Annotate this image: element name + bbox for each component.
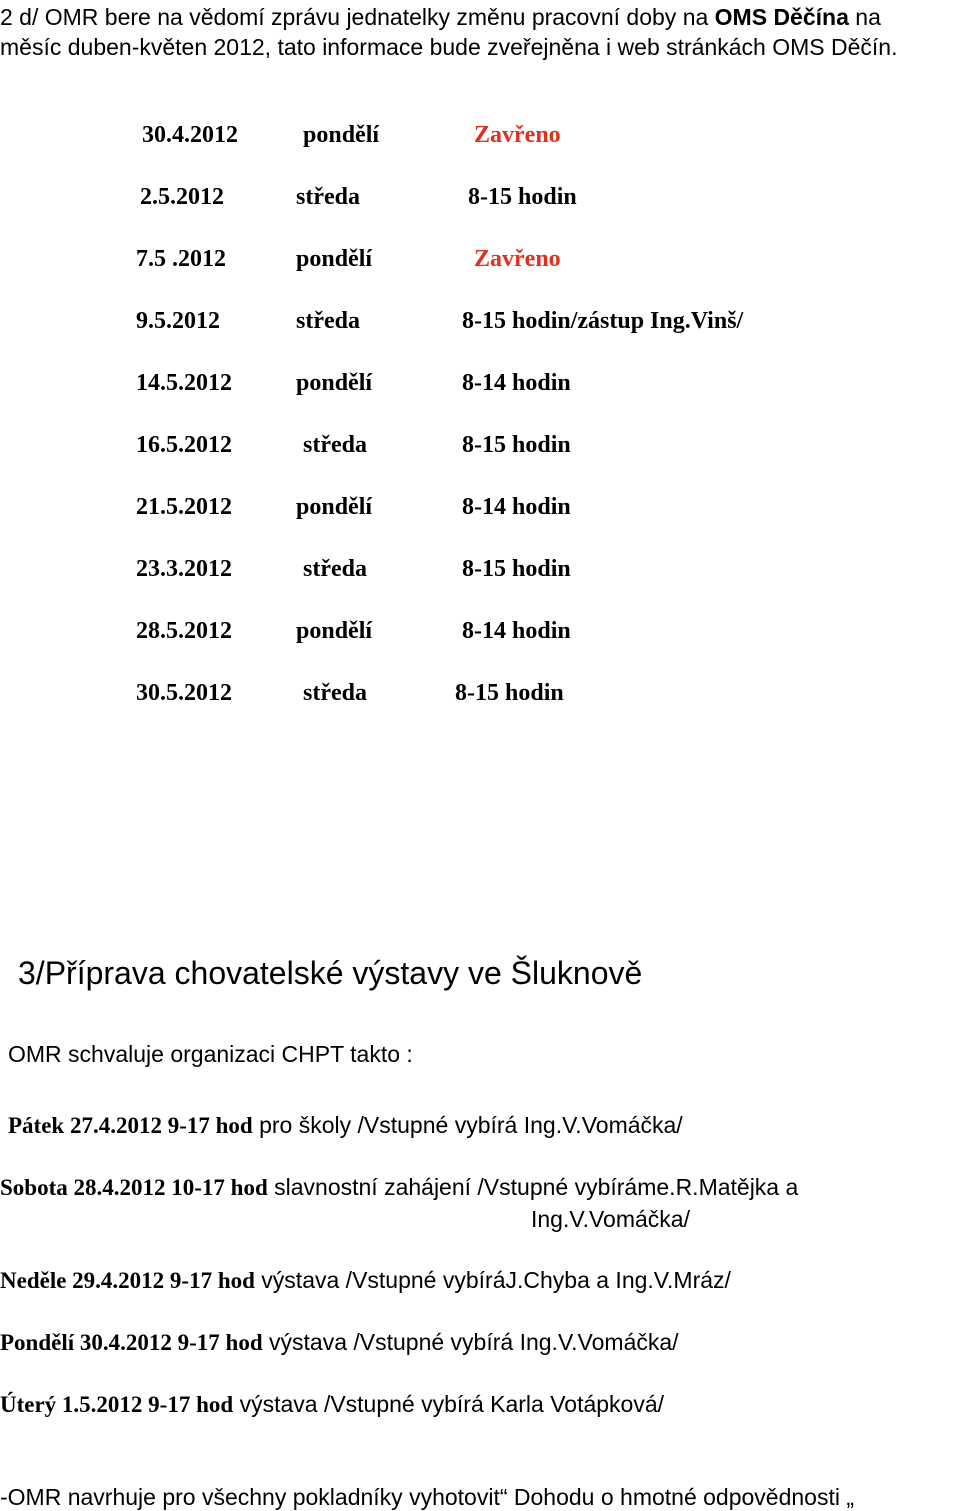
exhibition-day-detail: výstava /Vstupné vybíráJ.Chyba a Ing.V.Mráz/ (254, 1267, 731, 1293)
schedule-hours: 8-14 hodin (462, 370, 571, 396)
schedule-hours: 8-15 hodin/zástup Ing.Vinš/ (462, 308, 744, 334)
schedule-hours: 8-15 hodin (462, 432, 571, 458)
schedule-day: středa (303, 680, 367, 706)
exhibition-day (8, 1112, 683, 1139)
intro-line-1-suffix: na (848, 4, 881, 30)
exhibition-day-detail-continued: Ing.V.Vomáčka/ (531, 1206, 690, 1232)
schedule-hours: 8-14 hodin (462, 494, 571, 520)
exhibition-day-date: Neděle 29.4.2012 9-17 hod (0, 1268, 255, 1293)
schedule-date: 30.5.2012 (136, 680, 232, 706)
schedule-date: 21.5.2012 (136, 494, 232, 520)
schedule-date: 2.5.2012 (140, 184, 224, 210)
exhibition-day-date: Sobota 28.4.2012 10-17 hod (0, 1175, 268, 1200)
exhibition-day (0, 1329, 679, 1356)
exhibition-day (0, 1267, 731, 1294)
exhibition-day (0, 1174, 798, 1201)
exhibition-day-date: Pondělí 30.4.2012 9-17 hod (0, 1330, 263, 1355)
schedule-date: 30.4.2012 (142, 122, 238, 148)
intro-line-1 (0, 2, 960, 32)
exhibition-day-date: Úterý 1.5.2012 9-17 hod (0, 1392, 234, 1417)
schedule-day: pondělí (296, 370, 373, 396)
intro-office-name: OMS Děčína (714, 4, 849, 30)
footer-note: -OMR navrhuje pro všechny pokladníky vyhotovit“ Dohodu o hmotné odpovědnosti „ (0, 1484, 855, 1510)
exhibition-day-detail: výstava /Vstupné vybírá Ing.V.Vomáčka/ (262, 1329, 679, 1355)
schedule-day: středa (296, 308, 360, 334)
exhibition-day (0, 1391, 664, 1418)
schedule-day: pondělí (296, 246, 373, 272)
schedule-date: 23.3.2012 (136, 556, 232, 582)
schedule-day: pondělí (296, 618, 373, 644)
schedule-date: 28.5.2012 (136, 618, 232, 644)
schedule-day: pondělí (303, 122, 380, 148)
schedule-day: středa (303, 432, 367, 458)
schedule-date: 16.5.2012 (136, 432, 232, 458)
schedule-hours: Zavřeno (474, 246, 561, 272)
exhibition-day-detail: slavnostní zahájení /Vstupné vybíráme.R.Matějka a (267, 1174, 799, 1200)
schedule-hours: 8-15 hodin (468, 184, 577, 210)
approval-text: OMR schvaluje organizaci CHPT takto : (8, 1041, 413, 1067)
schedule-hours: Zavřeno (474, 122, 561, 148)
schedule-day: středa (296, 184, 360, 210)
schedule-date: 9.5.2012 (136, 308, 220, 334)
schedule-hours: 8-14 hodin (462, 618, 571, 644)
exhibition-day-detail: pro školy /Vstupné vybírá Ing.V.Vomáčka/ (252, 1112, 683, 1138)
exhibition-day-detail: výstava /Vstupné vybírá Karla Votápková/ (233, 1391, 665, 1417)
schedule-day: pondělí (296, 494, 373, 520)
schedule-hours: 8-15 hodin (462, 556, 571, 582)
schedule-hours: 8-15 hodin (455, 680, 564, 706)
exhibition-day-date: Pátek 27.4.2012 9-17 hod (8, 1113, 253, 1138)
intro-line-1-prefix: 2 d/ OMR bere na vědomí zprávu jednatelky změnu pracovní doby na (0, 4, 715, 30)
schedule-date: 7.5 .2012 (136, 246, 226, 272)
schedule-day: středa (303, 556, 367, 582)
intro-line-2: měsíc duben-květen 2012, tato informace bude zveřejněna i web stránkách OMS Děčín. (0, 34, 898, 60)
schedule-date: 14.5.2012 (136, 370, 232, 396)
section-title: 3/Příprava chovatelské výstavy ve Šluknově (18, 955, 643, 991)
